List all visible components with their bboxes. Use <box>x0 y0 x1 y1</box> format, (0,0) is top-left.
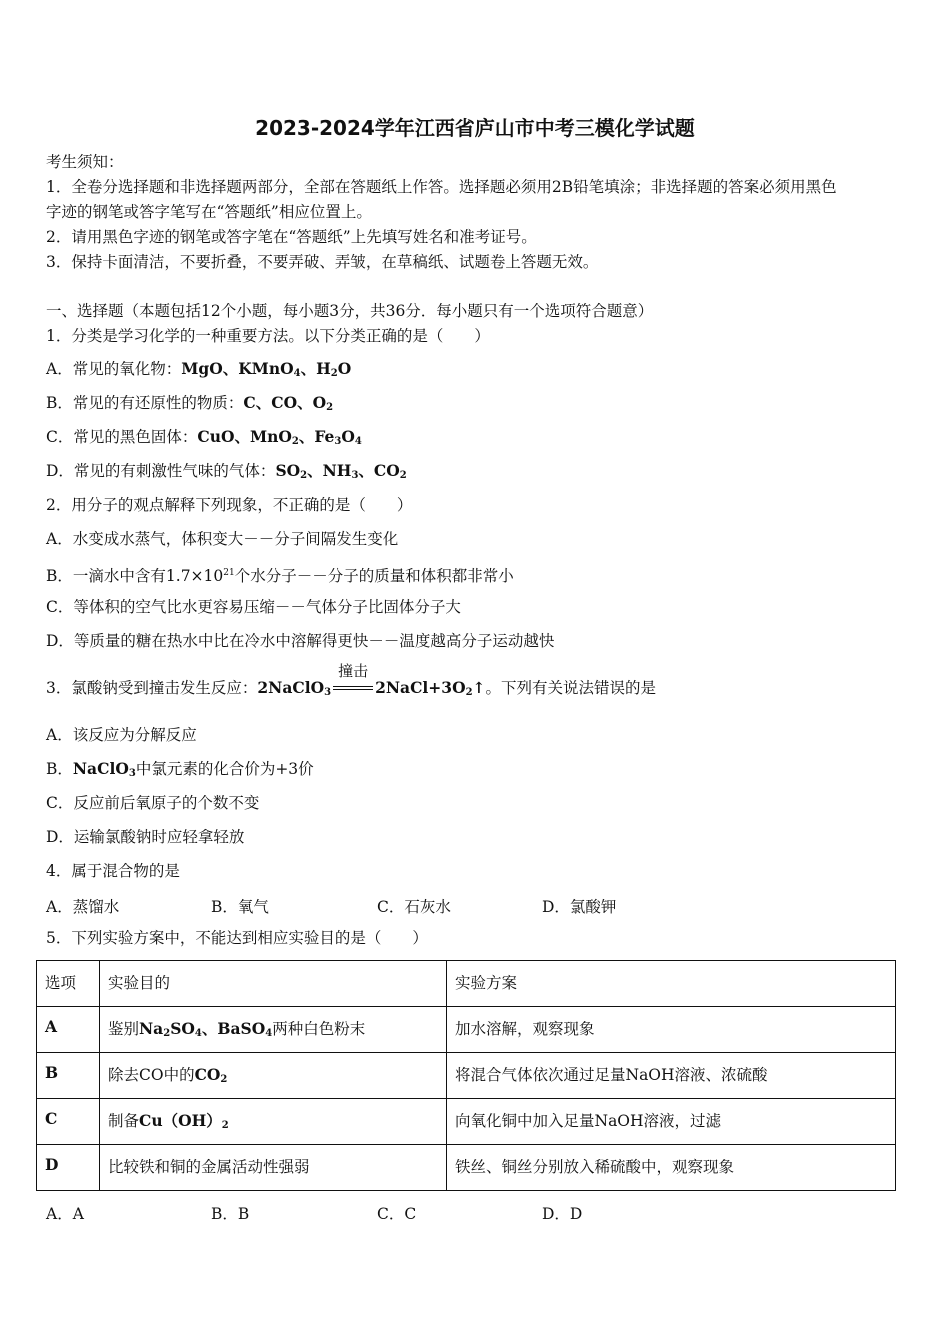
purpose-formula: $CO_2$ <box>194 1065 228 1085</box>
header-purpose: 实验目的 <box>100 961 447 1007</box>
q2-stem: 2．用分子的观点解释下列现象，不正确的是（ ） <box>46 496 413 514</box>
q1-b-formula: C、CO、$O_2$ <box>243 393 334 413</box>
purpose-pre: 除去CO中的 <box>108 1066 195 1084</box>
header-plan: 实验方案 <box>447 961 896 1007</box>
page-title: 2023-2024学年江西省庐山市中考三模化学试题 <box>255 116 695 140</box>
q1-stem: 1．分类是学习化学的一种重要方法。以下分类正确的是（ ） <box>46 327 490 345</box>
q1-a-formula: MgO、KMnO$_4$、$H_2O$ <box>181 359 352 379</box>
row-plan: 将混合气体依次通过足量NaOH溶液、浓硫酸 <box>447 1053 896 1099</box>
q2-option-b <box>46 563 514 586</box>
q3-option-c: C．反应前后氧原子的个数不变 <box>46 794 260 812</box>
q4-option-c: C．石灰水 <box>377 898 451 916</box>
row-option: C <box>37 1099 100 1145</box>
row-option: A <box>37 1007 100 1053</box>
row-plan: 加水溶解，观察现象 <box>447 1007 896 1053</box>
purpose-pre: 鉴别 <box>108 1020 140 1038</box>
q3-products: $2NaCl+3O_2↑$ <box>375 678 486 698</box>
row-purpose <box>100 1007 447 1053</box>
q4-option-d: D．氯酸钾 <box>542 898 617 916</box>
row-purpose <box>100 1053 447 1099</box>
q1-option-a <box>46 359 351 384</box>
row-plan: 向氧化铜中加入足量NaOH溶液，过滤 <box>447 1099 896 1145</box>
q1-d-label: D．常见的有刺激性气味的气体： <box>46 462 276 480</box>
table-row <box>37 1099 896 1145</box>
q2-option-d: D．等质量的糖在热水中比在冷水中溶解得更快－－温度越高分子运动越快 <box>46 632 555 650</box>
q1-c-formula: CuO、MnO$_2$、$Fe_3O_4$ <box>197 427 362 447</box>
q2-b-exp: 21 <box>223 568 235 578</box>
q4-option-b: B．氧气 <box>211 898 269 916</box>
q2-option-a: A．水变成水蒸气，体积变大－－分子间隔发生变化 <box>46 530 399 548</box>
notice-heading: 考生须知： <box>46 153 124 171</box>
q5-answer-a: A．A <box>46 1205 84 1223</box>
q3-option-a: A．该反应为分解反应 <box>46 726 197 744</box>
q2-b-pre: B．一滴水中含有 <box>46 567 166 585</box>
table-header-row <box>37 961 896 1007</box>
table-row <box>37 1007 896 1053</box>
q2-b-num: 1.7×10 <box>165 567 224 585</box>
q1-b-label: B．常见的有还原性的物质： <box>46 394 244 412</box>
purpose-formula: $Cu(OH)_2$ <box>139 1111 229 1131</box>
q1-a-label: A．常见的氧化物： <box>46 360 182 378</box>
notice-item-1a: 1．全卷分选择题和非选择题两部分，全部在答题纸上作答。选择题必须用2B铅笔填涂；非选择题的答案必须用黑色 <box>46 178 837 196</box>
table-row <box>37 1145 896 1191</box>
q3-option-b <box>46 759 314 784</box>
q5-answer-d: D．D <box>542 1205 583 1223</box>
q2-option-c: C．等体积的空气比水更容易压缩－－气体分子比固体分子大 <box>46 598 461 616</box>
q1-c-label: C．常见的黑色固体： <box>46 428 198 446</box>
reaction-condition-arrow <box>331 662 375 699</box>
q3-b-formula: NaClO$_3$ <box>72 759 136 779</box>
notice-item-1b: 字迹的钢笔或答字笔写在“答题纸”相应位置上。 <box>46 203 372 221</box>
row-option: B <box>37 1053 100 1099</box>
row-purpose: 比较铁和铜的金属活动性强弱 <box>100 1145 447 1191</box>
reaction-condition: 撞击 <box>338 662 369 680</box>
q1-option-c <box>46 427 362 452</box>
purpose-formula: $Na_2SO_4$、BaSO$_4$ <box>139 1019 273 1039</box>
q5-answer-b: B．B <box>211 1205 250 1223</box>
q3-stem <box>46 662 657 703</box>
row-plan: 铁丝、铜丝分别放入稀硫酸中，观察现象 <box>447 1145 896 1191</box>
q5-stem: 5．下列实验方案中，不能达到相应实验目的是（ ） <box>46 929 428 947</box>
q1-d-formula: $SO_2$、$NH_3$、$CO_2$ <box>275 461 407 481</box>
purpose-pre: 制备 <box>108 1112 140 1130</box>
purpose-post: 两种白色粉末 <box>272 1020 366 1038</box>
row-option: D <box>37 1145 100 1191</box>
table-row <box>37 1053 896 1099</box>
q4-option-a: A．蒸馏水 <box>46 898 120 916</box>
notice-item-2: 2．请用黑色字迹的钢笔或答字笔在“答题纸”上先填写姓名和准考证号。 <box>46 228 537 246</box>
q3-reactant: 2NaClO$_3$ <box>257 678 332 698</box>
experiment-table <box>36 960 896 1191</box>
q1-option-b <box>46 393 333 418</box>
section-heading: 一、选择题（本题包括12个小题，每小题3分，共36分．每小题只有一个选项符合题意） <box>46 302 654 320</box>
q4-stem: 4．属于混合物的是 <box>46 862 180 880</box>
header-option: 选项 <box>37 961 100 1007</box>
q3-b-post: 中氯元素的化合价为+3价 <box>135 760 314 778</box>
q3-option-d: D．运输氯酸钠时应轻拿轻放 <box>46 828 245 846</box>
equals-sign <box>333 686 373 690</box>
q3-b-pre: B． <box>46 760 73 778</box>
q1-option-d <box>46 461 407 486</box>
notice-item-3: 3．保持卡面清洁，不要折叠，不要弄破、弄皱，在草稿纸、试题卷上答题无效。 <box>46 253 599 271</box>
q2-b-post: 个水分子－－分子的质量和体积都非常小 <box>234 567 514 585</box>
q3-stem-pre: 3．氯酸钠受到撞击发生反应： <box>46 679 258 697</box>
q3-stem-post: 。下列有关说法错误的是 <box>485 679 657 697</box>
row-purpose <box>100 1099 447 1145</box>
q5-answer-c: C．C <box>377 1205 417 1223</box>
